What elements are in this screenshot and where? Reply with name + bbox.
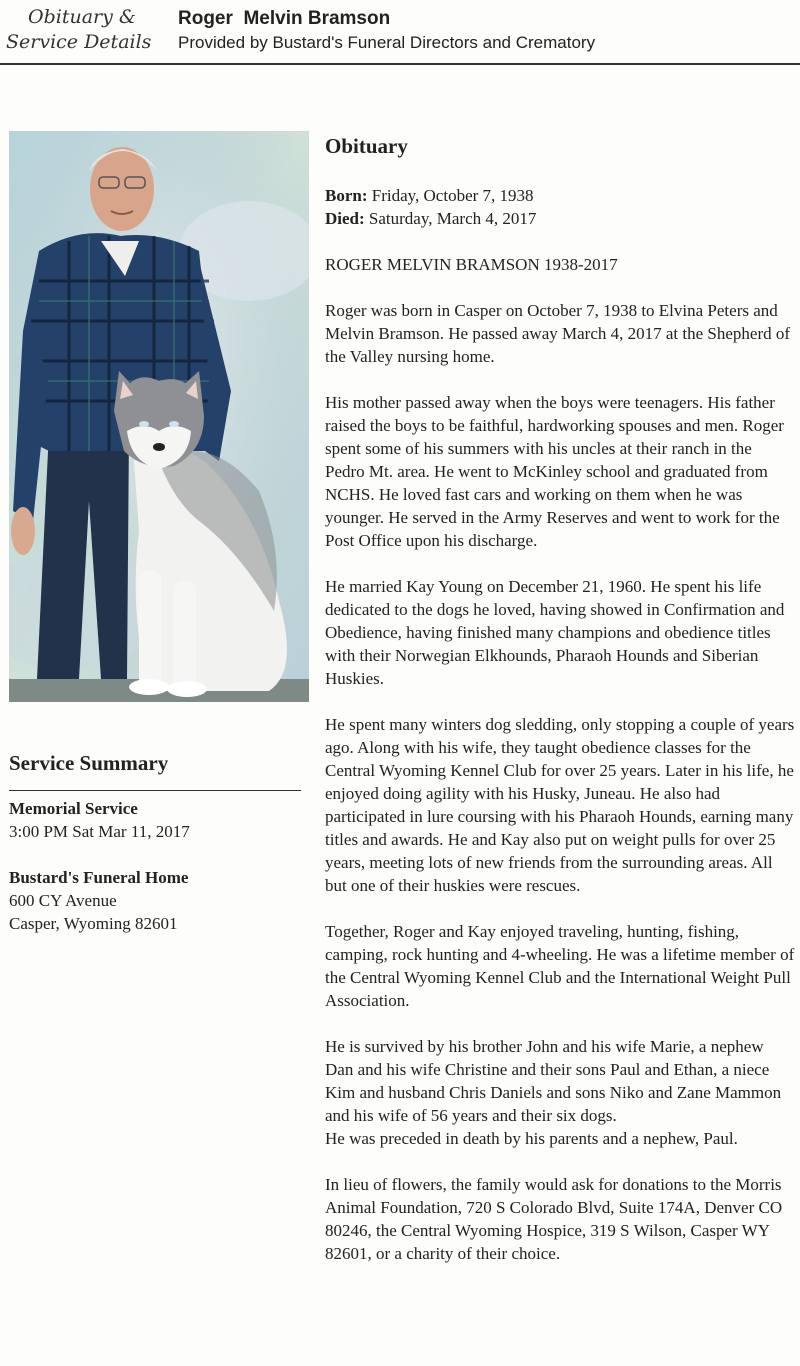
obituary-paragraph: He was preceded in death by his parents and a nephew, Paul. xyxy=(325,1129,738,1148)
service-divider xyxy=(9,790,301,791)
obituary-section xyxy=(325,133,795,1288)
service-summary xyxy=(9,750,309,935)
born-line xyxy=(325,184,795,207)
obituary-paragraph: Roger was born in Casper on October 7, 1938 to Elvina Peters and Melvin Bramson. He passed away March 4, 2017 at the Shepherd of the Valley nursing home. xyxy=(325,301,791,366)
obituary-paragraph: He spent many winters dog sledding, only stopping a couple of years ago. Along with his wife, they taught obedience classes for the Central Wyoming Kennel Club for over 25 years. Later in his life, he enjoyed doing agility with his Husky, Juneau. He also had participated in lure coursing with his Pharaoh Hounds, earning many titles and awards. He and Kay also put on weight pulls for over 25 years, meeting lots of new friends from the surrounding areas. All but one of their huskies were rescues. xyxy=(325,715,795,895)
venue-name: Bustard's Funeral Home xyxy=(9,868,189,887)
venue-city: Casper, Wyoming 82601 xyxy=(9,914,178,933)
obituary-title: Obituary xyxy=(325,134,408,158)
venue-street: 600 CY Avenue xyxy=(9,891,117,910)
born-date: Friday, October 7, 1938 xyxy=(367,186,534,205)
deceased-name: Roger Melvin Bramson xyxy=(178,8,391,29)
obituary-heading: ROGER MELVIN BRAMSON 1938-2017 xyxy=(325,255,618,274)
portrait-photo xyxy=(9,131,309,702)
logo-line-2: Service Details xyxy=(6,31,152,53)
died-line xyxy=(325,207,795,230)
event-time: 3:00 PM Sat Mar 11, 2017 xyxy=(9,822,190,841)
died-date: Saturday, March 4, 2017 xyxy=(364,209,537,228)
provider-line: Provided by Bustard's Funeral Directors and Crematory xyxy=(178,33,596,52)
died-label: Died: xyxy=(325,209,365,228)
obituary-paragraph: In lieu of flowers, the family would ask for donations to the Morris Animal Foundation, 720 S Colorado Blvd, Suite 174A, Denver CO 80246, the Central Wyoming Hospice, 319 S Wilson, Casper WY 82601, or a charity of their choice. xyxy=(325,1175,783,1263)
obituary-paragraph: Together, Roger and Kay enjoyed traveling, hunting, fishing, camping, rock hunting and 4-wheeling. He was a lifetime member of the Central Wyoming Kennel Club and the International Weight Pull Association. xyxy=(325,922,795,1010)
born-label: Born: xyxy=(325,186,368,205)
obituary-paragraph: He married Kay Young on December 21, 1960. He spent his life dedicated to the dogs he loved, having showed in Confirmation and Obedience, having finished many champions and obedience titles with their Norwegian Elkhounds, Pharaoh Hounds and Siberian Huskies. xyxy=(325,577,785,688)
obituary-paragraph: His mother passed away when the boys were teenagers. His father raised the boys to be faithful, hardworking spouses and men. Roger spent some of his summers with his uncles at their ranch in the Pedro Mt. area. He went to McKinley school and graduated from NCHS. He loved fast cars and working on them when he was younger. He served in the Army Reserves and went to work for the Post Office upon his discharge. xyxy=(325,393,784,550)
header-divider xyxy=(0,63,800,65)
obituary-logo xyxy=(6,5,156,55)
event-label: Memorial Service xyxy=(9,799,138,818)
page-header xyxy=(0,0,800,64)
service-summary-title: Service Summary xyxy=(9,751,169,775)
logo-line-1: Obituary & xyxy=(28,6,136,28)
portrait-man-with-husky-image xyxy=(9,131,309,702)
obituary-paragraph: He is survived by his brother John and his wife Marie, a nephew Dan and his wife Christine and their sons Paul and Ethan, a niece Kim and husband Chris Daniels and sons Niko and Zane Mammon and his wife of 56 years and their six dogs. xyxy=(325,1037,782,1125)
